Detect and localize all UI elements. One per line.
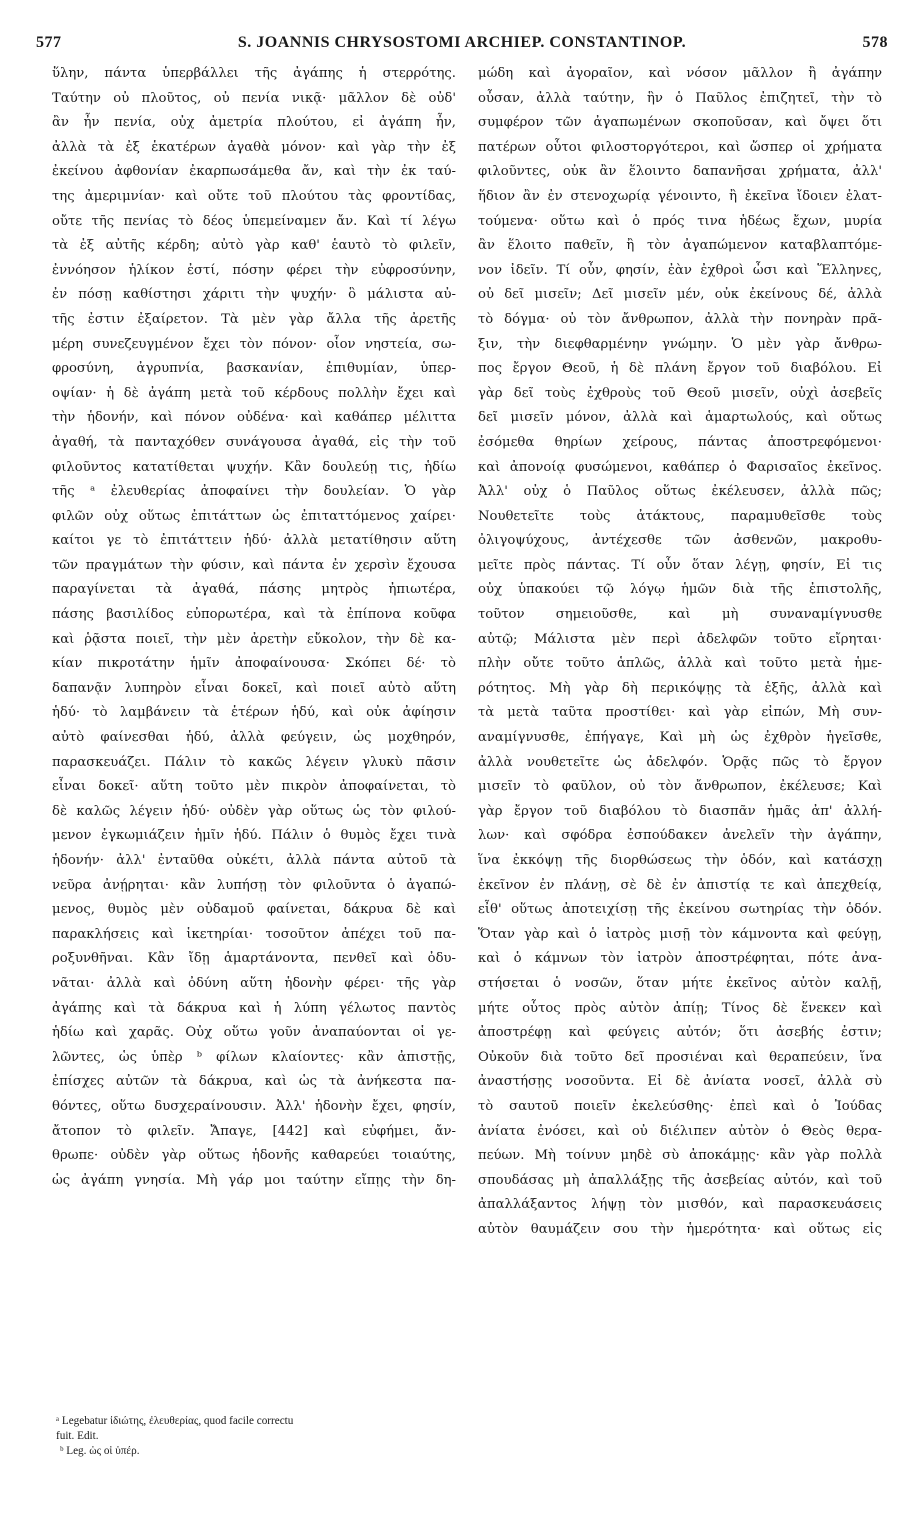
text-line: αναμίγνυσθε, ἐπήγαγε, Καὶ μὴ ὡς ἐχθρὸν ἡγεῖσθε, (478, 730, 882, 746)
text-line: γὰρ δεῖ τοὺς ἐχθροὺς τοῦ Θεοῦ μισεῖν, οὐχὶ ἀσεβεῖς (478, 385, 882, 401)
text-line: τούμενα· οὕτω καὶ ὁ πρός τινα ἡδέως ἔχων, μυρία (478, 213, 882, 229)
text-line: μώδη καὶ ἀγοραῖον, καὶ νόσον μᾶλλον ἢ ἀγάπην (478, 66, 882, 81)
text-line: ἀναστήσῃς νοσοῦντα. Εἰ δὲ ἀνίατα νοσεῖ, ἀλλὰ σὺ (478, 1074, 882, 1090)
text-line: λῶντες, ὡς ὑπὲρ ᵇ φίλων κλαίοντες· κἂν ἀπιστῇς, (52, 1049, 456, 1065)
text-line: ἐσόμεθα θηρίων χείρους, πάντας ἀποστρεφόμενοι· (478, 434, 882, 450)
text-line: νον ἰδεῖν. Τί οὖν, φησίν, ἐὰν ἐχθροὶ ὦσι καὶ Ἕλληνες, (478, 262, 882, 278)
text-line: Νουθετεῖτε τοὺς ἀτάκτους, παραμυθεῖσθε τοὺς (478, 508, 882, 524)
text-line: ὕλην, πάντα ὑπερβάλλει τῆς ἀγάπης ἡ στερρότης. (52, 66, 456, 81)
text-line: ἀλλὰ τὰ ἐξ ἑκατέρων ἀγαθὰ μόνον· καὶ γὰρ τὴν ἐξ (52, 139, 456, 155)
text-line: μενον ἐγκωμιάζειν ἡμῖν ἡδύ. Πάλιν ὁ θυμὸς ἔχει τινὰ (52, 828, 456, 844)
text-line: ἐπίσχες αὐτῶν τὰ δάκρυα, καὶ ὡς τὰ ἀνήκεστα πα- (52, 1074, 456, 1090)
text-line: παρασκευάζει. Πάλιν τὸ κακῶς λέγειν γλυκὺ πᾶσιν (52, 754, 456, 770)
text-line: οὐχ ὑπακούει τῷ λόγῳ ἡμῶν διὰ τῆς ἐπιστολῆς, (478, 582, 882, 598)
text-line: τὸ δόγμα· οὐ τὸν ἄνθρωπον, ἀλλὰ τὴν πονηρὰν πρᾶ- (478, 311, 882, 327)
text-line: ἵνα ἐκκόψῃ τῆς διορθώσεως τὴν ὁδόν, καὶ κατάσχῃ (478, 853, 882, 868)
text-line: ἂν ἦν πενία, οὐχ ἀμετρία πλούτου, εἰ ἀγάπη ἦν, (52, 115, 456, 131)
text-line: οψίαν· ἡ δὲ ἀγάπη μετὰ τοῦ κέρδους πολλὴν ἔχει καὶ (52, 385, 456, 401)
page-number-right: 578 (862, 34, 888, 51)
text-line: λων· καὶ σφόδρα ἐσπούδακεν ἀνελεῖν τὴν ἀγάπην, (478, 828, 882, 844)
text-line: ἐκείνου ἀφθονίαν ἐκαρπωσάμεθα ἄν, καὶ τὴν ἐκ ταύ- (52, 164, 456, 180)
text-line: οὔτε τῆς πενίας τὸ δέος ὑπεμείναμεν ἄν. Καὶ τί λέγω (52, 213, 456, 229)
text-line: τῆς ᵃ ἐλευθερίας ἀποφαίνει τὴν δουλείαν. Ὁ γὰρ (52, 484, 456, 500)
text-line: δεῖ μισεῖν μόνον, ἀλλὰ καὶ ἁμαρτωλούς, καὶ οὕτως (478, 410, 882, 426)
text-line: Ἀλλ' οὐχ ὁ Παῦλος οὕτως ἐκέλευσεν, ἀλλὰ πῶς; (478, 484, 882, 500)
text-line: κίαν πικροτάτην ἡμῖν ἀποφαίνουσα· Σκόπει δέ· τὸ (52, 656, 456, 672)
text-line: τοῦτον σημειοῦσθε, καὶ μὴ συναναμίγνυσθε (478, 607, 882, 623)
text-line: οὐ δεῖ μισεῖν; Δεῖ μισεῖν μέν, οὐκ ἐκείνους δέ, ἀλλὰ (478, 287, 882, 303)
text-line: ἀγαθή, τὰ πανταχόθεν συνάγουσα ἀγαθά, εἰς τὴν τοῦ (52, 434, 456, 450)
text-line: φροσύνη, ἀγρυπνία, βασκανίαν, ἐπιθυμίαν, ὑπερ- (52, 361, 456, 377)
text-line: ἀγάπης καὶ τὰ δάκρυα καὶ ἡ λύπη γέλωτος παντὸς (52, 1000, 456, 1016)
text-line: θόντες, οὕτω δυσχεραίνουσιν. Ἀλλ' ἡδονὴν ἔχει, φησίν, (52, 1098, 456, 1114)
footnote: ᵃ Legebatur ἰδιώτης, ἐλευθερίας, quod facile correctu (56, 1415, 294, 1427)
text-line: δαπανᾷν λυπηρὸν εἶναι δοκεῖ, καὶ ποιεῖ αὐτὸ αὕτη (52, 680, 456, 696)
text-line: ἂν ἕλοιτο παθεῖν, ἢ τὸν ἀγαπώμενον καταβλαπτόμε- (478, 238, 882, 254)
text-line: τὰ μετὰ ταῦτα προστίθει· καὶ γὰρ εἰπών, Μὴ συν- (478, 705, 882, 721)
text-line: νεῦρα ἀνῄρηται· κἂν λυπήσῃ τὸν φιλοῦντα ὁ ἀγαπώ- (52, 877, 456, 893)
text-line: καὶ ἀπονοίᾳ φυσώμενοι, καθάπερ ὁ Φαρισαῖος ἐκεῖνος. (478, 459, 882, 475)
text-line: δὲ καλῶς λέγειν ἡδύ· οὐδὲν γὰρ οὕτως ὡς τὸν φιλού- (52, 803, 456, 819)
text-line: εἶναι δοκεῖ· αὕτη τοῦτο μὲν πικρὸν ἀποφαίνεται, τὸ (52, 779, 456, 795)
text-line: οὖσαν, ἀλλὰ ταύτην, ἣν ὁ Παῦλος ἐπιζητεῖ, τὴν τὸ (478, 90, 882, 106)
text-line: ξιν, τὴν διεφθαρμένην γνώμην. Ὁ μὲν γὰρ ἄνθρω- (478, 336, 882, 352)
text-line: ρότητος. Μὴ γὰρ δὴ περικόψῃς τὰ ἑξῆς, ἀλλὰ καὶ (478, 680, 882, 696)
text-line: ἀπαλλάξαντος λήψῃ τὸν μισθόν, καὶ παρασκευάσεις (478, 1197, 882, 1213)
text-line: ὀλιγοψύχους, ἀντέχεσθε τῶν ἀσθενῶν, μακροθυ- (478, 533, 882, 549)
text-line: παρακλήσεις καὶ ἱκετηρίαι· τοσοῦτον ἀπέχει τοῦ πα- (52, 926, 456, 942)
text-line: της ἀμεριμνίαν· καὶ οὔτε τοῦ πλούτου τὰς φροντίδας, (52, 188, 456, 204)
text-line: τῆς ἐστιν ἐξαίρετον. Τὰ μὲν γὰρ ἄλλα τῆς ἀρετῆς (52, 311, 456, 327)
text-line: στήσεται ὁ νοσῶν, ὅταν μήτε ἐκεῖνος αὐτὸν καλῇ, (478, 975, 882, 991)
left-column (52, 62, 456, 1193)
text-line: εἶθ' οὕτως ἀποτειχίσῃ τῆς ἐκείνου σωτηρίας τὴν ὁδόν. (478, 902, 882, 918)
text-line: τὰ ἐξ αὐτῆς κέρδη; αὐτὸ γὰρ καθ' ἑαυτὸ τὸ φιλεῖν, (52, 238, 456, 254)
footnotes (56, 1414, 456, 1459)
text-line: ἀλλὰ νουθετεῖτε ὡς ἀδελφόν. Ὁρᾷς πῶς τὸ ἔργον (478, 754, 882, 770)
page-number-left: 577 (36, 34, 62, 51)
text-line: ὡς ἀγάπη γνησία. Μὴ γάρ μοι ταύτην εἴπῃς τὴν δη- (52, 1172, 456, 1188)
text-line: μενος, θυμὸς μὲν οὐδαμοῦ φαίνεται, δάκρυα δὲ καὶ (52, 902, 456, 918)
text-line: μισεῖν τὸ φαῦλον, οὐ τὸν ἄνθρωπον, ἐκέλευσε; Καὶ (478, 779, 882, 795)
text-line: τὸ σαυτοῦ ποιεῖν ἐκελεύσθης· ἐπεὶ καὶ ὁ Ἰούδας (478, 1098, 882, 1114)
running-head (36, 34, 888, 56)
text-line: ἐκεῖνον ἐν πλάνῃ, σὲ δὲ ἐν ἀπιστίᾳ τε καὶ ἀπεχθείᾳ, (478, 877, 882, 893)
text-line: Οὐκοῦν διὰ τοῦτο δεῖ προσιέναι καὶ θεραπεύειν, ἵνα (478, 1049, 882, 1065)
text-line: παραγίνεται τὰ ἀγαθά, πάσης μητρὸς ἠπιωτέρα, (52, 582, 456, 598)
text-line: φιλοῦντος κατατίθεται ψυχήν. Κἂν δουλεύῃ τις, ἡδίω (52, 459, 456, 475)
text-line: σπουδάσας μὴ ἀπαλλάξῃς τῆς ἀσεβείας αὐτόν, καὶ τοῦ (478, 1172, 882, 1188)
text-line: γὰρ ἔργον τοῦ διαβόλου τὸ διασπᾶν ἡμᾶς ἀπ' ἀλλή- (478, 803, 882, 819)
text-line: πος ἔργον Θεοῦ, ἡ δὲ πλάνη ἔργον τοῦ διαβόλου. Εἰ (478, 361, 882, 377)
text-line: ἀνίατα ἐνόσει, καὶ οὐ διέλιπεν αὐτὸν ὁ Θεὸς θερα- (478, 1123, 882, 1139)
text-line: καὶ ῥᾷστα ποιεῖ, τὴν μὲν ἀρετὴν εὔκολον, τὴν δὲ κα- (52, 631, 456, 647)
text-line: αὐτῷ; Μάλιστα μὲν περὶ ἀδελφῶν τοῦτο εἴρηται· (478, 631, 882, 647)
text-line: συμφέρον τῶν ἀγαπωμένων σκοποῦσαν, καὶ ὄψει ὅτι (478, 115, 882, 131)
text-line: μεῖτε πρὸς πάντας. Τί οὖν ὅταν λέγῃ, φησίν, Εἰ τις (478, 557, 882, 573)
text-line: αὐτὸ φαίνεσθαι ἡδύ, ἀλλὰ φεύγειν, ὡς μοχθηρόν, (52, 730, 456, 746)
text-line: πάσης βασιλίδος εὐπορωτέρα, καὶ τὰ ἐπίπονα κοῦφα (52, 607, 456, 623)
footnote: fuit. Edit. (56, 1430, 99, 1442)
text-line: ἡδονήν· ἀλλ' ἐνταῦθα οὐκέτι, ἀλλὰ πάντα αὐτοῦ τὰ (52, 853, 456, 868)
text-line: νᾶται· ἀλλὰ καὶ ὀδύνη αὕτη ἡδονὴν φέρει· τῆς γὰρ (52, 975, 456, 991)
text-line: ἥδιον ἂν ἐν στενοχωρίᾳ γένοιντο, ἢ ἐκεῖνα ἴδοιεν ἐλατ- (478, 188, 882, 204)
text-line: πλὴν οὔτε τοῦτο ἁπλῶς, ἀλλὰ καὶ τοῦτο μετὰ ἡμε- (478, 656, 882, 672)
text-line: ἡδύ· τὸ λαμβάνειν τὰ ἑτέρων ἡδύ, καὶ οὐκ ἀφίησιν (52, 705, 456, 721)
text-line: θρωπε· οὐδὲν γὰρ οὕτως ἡδονῆς καθαρεύει τοιαύτης, (52, 1148, 456, 1164)
footnote: ᵇ Leg. ὡς οἱ ὑπέρ. (60, 1445, 140, 1457)
text-line: μήτε οὗτος πρὸς αὐτὸν ἀπίῃ; Τίνος δὲ ἕνεκεν καὶ (478, 1000, 882, 1016)
right-column (478, 62, 882, 1243)
text-line: τὴν ἡδονήν, καὶ πόνον οὐδένα· καὶ καθάπερ μέλιττα (52, 410, 456, 426)
text-line: ἐν πόσῃ καθίστησι χάριτι τὴν ψυχήν· ὃ μάλιστα αὐ- (52, 287, 456, 303)
text-line: ἄτοπον τὸ φιλεῖν. Ἄπαγε, [442] καὶ εὐφήμει, ἄν- (52, 1123, 456, 1139)
text-line: Ταύτην οὐ πλοῦτος, οὐ πενία νικᾷ· μᾶλλον δὲ οὐδ' (52, 90, 456, 106)
text-line: μέρη συνεζευγμένον ἔχει τὸν πόνον· οἷον νηστεία, σω- (52, 336, 456, 352)
text-line: αὐτὸν θαυμάζειν σου τὴν ἡμερότητα· καὶ οὕτως εἰς (478, 1221, 882, 1237)
text-line: ροξυνθῆναι. Κἂν ἴδῃ ἁμαρτάνοντα, πενθεῖ καὶ ὀδυ- (52, 951, 456, 967)
text-line: ἐννόησον ἡλίκον ἐστί, πόσην φέρει τὴν εὐφροσύνην, (52, 262, 456, 278)
text-line: πατέρων οὗτοι φιλοστοργότεροι, καὶ ὥσπερ οἱ χρήματα (478, 139, 882, 155)
text-line: ἀποστρέφῃ καὶ φεύγεις αὐτόν; ὅτι ἀσεβής ἐστιν; (478, 1025, 882, 1041)
text-line: φιλοῦντες, οὐκ ἂν ἕλοιντο δαπανῆσαι χρήματα, ἀλλ' (478, 164, 882, 180)
text-line: τῶν πραγμάτων τὴν φύσιν, καὶ πάντα ἐν χερσὶν ἔχουσα (52, 557, 456, 573)
text-line: καὶ ὁ κάμνων τὸν ἰατρὸν ἀποστρέφηται, πότε ἀνα- (478, 951, 882, 967)
text-line: ἡδίω καὶ χαρᾶς. Οὐχ οὕτω γοῦν ἀναπαύονται οἱ γε- (52, 1025, 456, 1041)
text-line: πεύων. Μὴ τοίνυν μηδὲ σὺ ἀποκάμῃς· κἂν γὰρ πολλὰ (478, 1148, 882, 1164)
text-line: καίτοι γε τὸ ἐπιτάττειν ἡδύ· ἀλλὰ μετατίθησιν αὕτη (52, 533, 456, 549)
text-line: Ὅταν γὰρ καὶ ὁ ἰατρὸς μισῇ τὸν κάμνοντα καὶ φεύγῃ, (478, 926, 882, 942)
text-line: φιλῶν οὐχ οὕτως ἐπιτάττων ὡς ἐπιταττόμενος χαίρει· (52, 508, 456, 524)
running-title: S. JOANNIS CHRYSOSTOMI ARCHIEP. CONSTANTINOP. (237, 34, 687, 51)
